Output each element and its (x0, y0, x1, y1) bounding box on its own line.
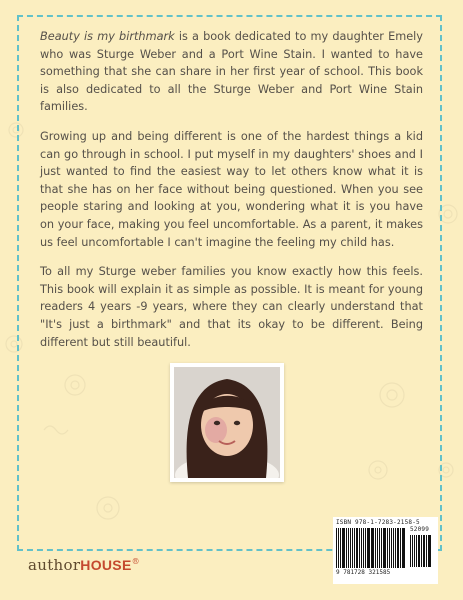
barcode-bar (338, 528, 339, 568)
barcode-bar (428, 535, 429, 567)
paragraph-1: Beauty is my birthmark is a book dedicated to my daughter Emely who was Sturge Weber and a Port Wine Stain. I wanted to have something that she can share in her first year of school. This book is also dedicated to all the Sturge Weber and Port Wine Stain families. (40, 30, 423, 114)
price-code: 52099 (410, 526, 430, 533)
child-portrait-icon (174, 367, 280, 478)
barcode-bar (400, 528, 401, 568)
barcode-bar (402, 528, 403, 568)
barcode-bar (372, 528, 374, 568)
price-code-block (410, 526, 432, 567)
barcode-bar (387, 528, 388, 568)
isbn-text: ISBN 978-1-7283-2158-5 (336, 519, 420, 526)
barcode-bar (348, 528, 349, 568)
back-cover-text (40, 28, 423, 363)
registered-mark: ® (131, 557, 140, 566)
barcode-bar (410, 535, 411, 567)
barcode-bar (377, 528, 378, 568)
barcode-bar (342, 528, 343, 568)
barcode-bar (375, 528, 376, 568)
barcode-bar (416, 535, 417, 567)
barcode-bar (397, 528, 399, 568)
barcode-bar (368, 528, 369, 568)
barcode-bar (361, 528, 362, 568)
barcode-bars (336, 528, 406, 568)
barcode-bar (343, 528, 345, 568)
barcode-bar (412, 535, 414, 567)
barcode-bar (354, 528, 355, 568)
barcode-bar (393, 528, 394, 568)
barcode-bar (383, 528, 384, 568)
barcode-bar (352, 528, 353, 568)
ean-digits: 9 781728 321585 (336, 569, 391, 576)
barcode-bar (346, 528, 347, 568)
child-photo (170, 363, 284, 482)
barcode-bar (421, 535, 422, 567)
barcode-bar (423, 535, 425, 567)
barcode-bar (379, 528, 380, 568)
barcode-bar (391, 528, 392, 568)
barcode-bar (350, 528, 351, 568)
barcode-bar (367, 528, 368, 568)
price-code-bars (410, 535, 432, 567)
barcode-bar (395, 528, 396, 568)
barcode-bar (418, 535, 420, 567)
barcode-bar (359, 528, 360, 568)
barcode-bar (389, 528, 390, 568)
barcode-label (333, 517, 438, 584)
barcode-bar (356, 528, 358, 568)
barcode-bar (381, 528, 382, 568)
barcode-bar (429, 535, 431, 567)
barcode-bar (340, 528, 341, 568)
barcode-bar (336, 528, 337, 568)
publisher-logo (28, 556, 140, 574)
barcode-bar (365, 528, 366, 568)
barcode-bar (426, 535, 427, 567)
barcode-bar (363, 528, 364, 568)
barcode-bar (384, 528, 386, 568)
logo-author: author (28, 556, 81, 574)
book-title: Beauty is my birthmark (40, 30, 175, 43)
paragraph-2: Growing up and being different is one of the hardest things a kid can go through in school. I put myself in my daughters' shoes and I just wanted to find the easiest way to let others know what it is that she has on her face without being questioned. When you see people staring and looking at you, wondering what it is you have on your face, making you feel uncomfortable. As a parent, it makes us feel uncomfortable I can't imagine the feeling my child has. (40, 129, 423, 249)
barcode-bar (414, 535, 415, 567)
paragraph-3: To all my Sturge weber families you know exactly how this feels. This book will explain it as simple as possible. It is meant for young readers 4 years -9 years, where they can clearly understand that "It's just a birthmark" and that its okay to be different. Being different but still beautiful. (40, 265, 423, 349)
barcode-bar (403, 528, 404, 568)
barcode-bar (371, 528, 372, 568)
logo-house: HOUSE (80, 557, 132, 573)
